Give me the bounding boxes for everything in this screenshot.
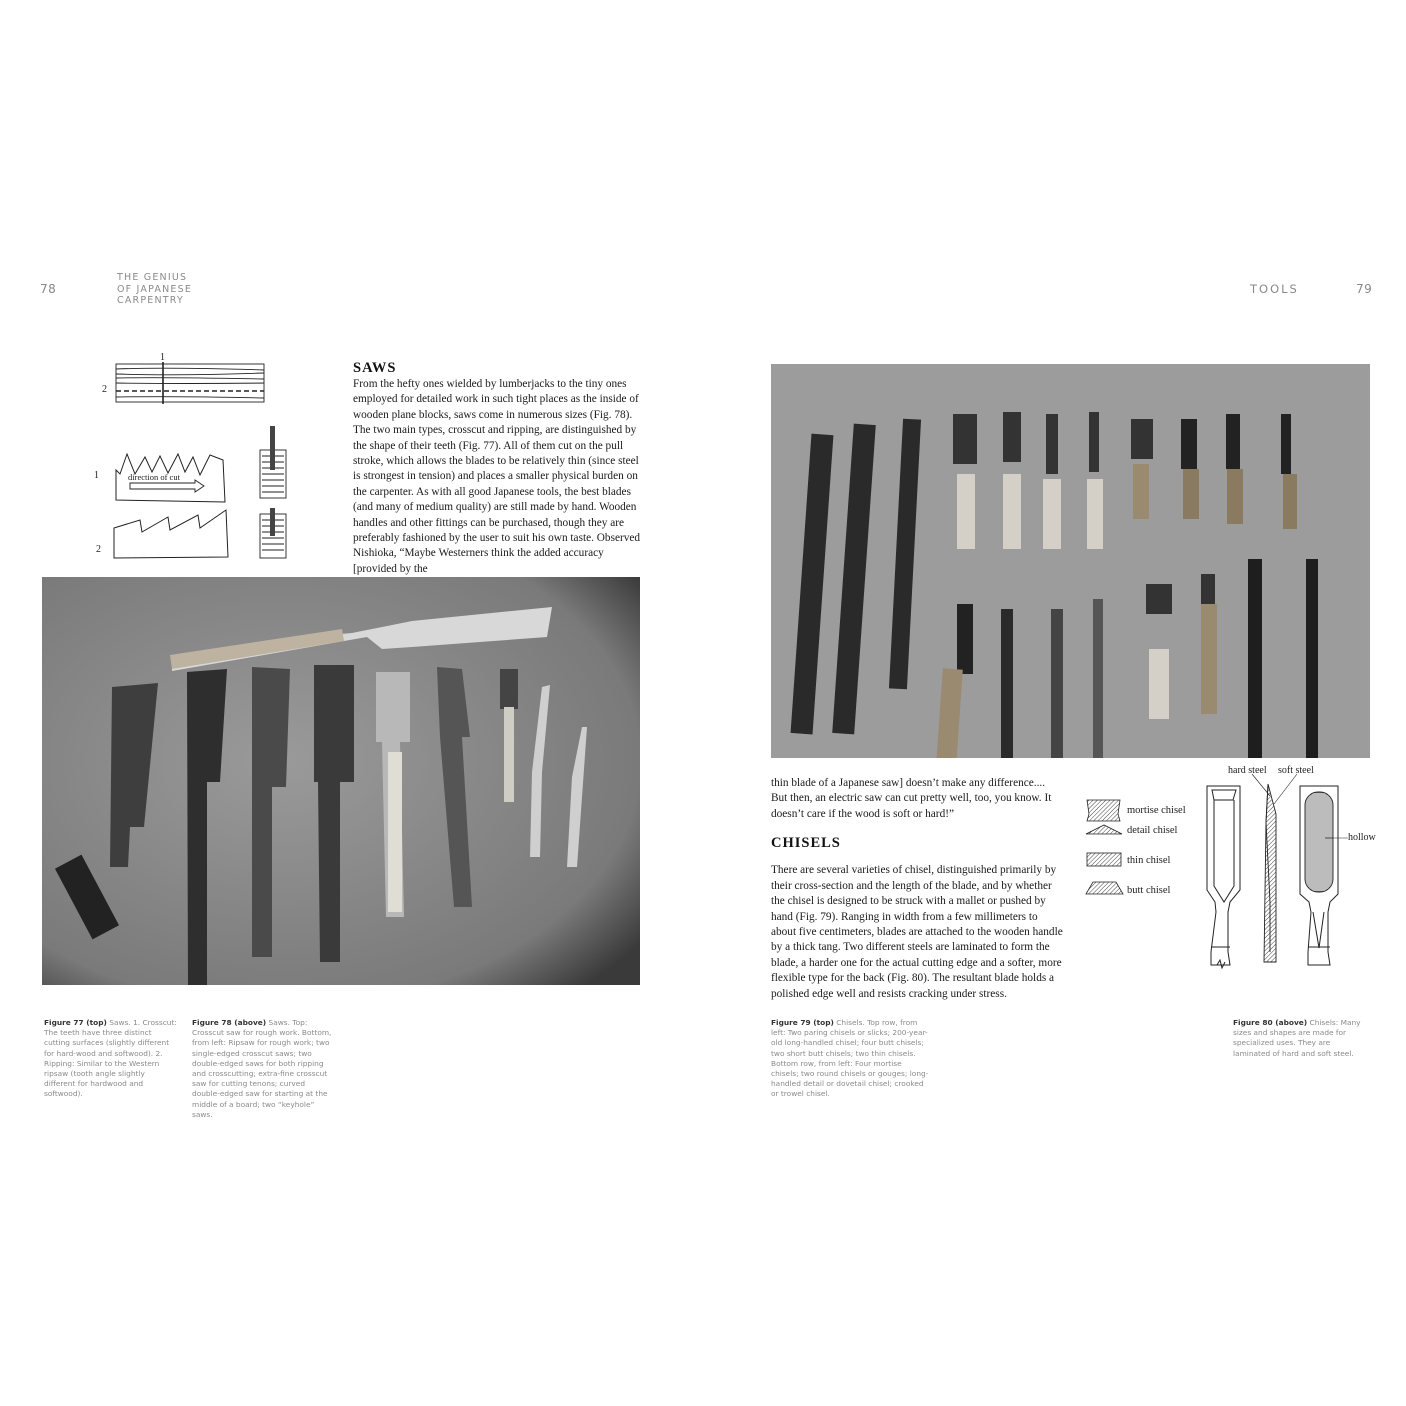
cross-section-label: butt chisel — [1127, 885, 1171, 896]
figure-80-caption — [1233, 1018, 1361, 1059]
cross-section-label: thin chisel — [1127, 855, 1171, 866]
caption-title: Figure 78 (above) — [192, 1018, 267, 1027]
saw-teeth-diagram-icon — [90, 350, 320, 565]
running-head-line: OF JAPANESE — [117, 283, 193, 295]
chisels-section — [771, 835, 1063, 1013]
chisels-photo-image — [771, 364, 1370, 758]
caption-text: Saws. 1. Crosscut: The teeth have three distinct cutting surfaces (slightly different for hard-wood and softwood). 2. Ripping: Similar to the Western ripsaw (tooth angle slightly different for hardwood and softwood). — [44, 1018, 177, 1099]
figure-80-diagram — [1080, 762, 1385, 977]
right-page-number: 79 — [1356, 282, 1373, 296]
caption-title: Figure 77 (top) — [44, 1018, 107, 1027]
saws-body-text: From the hefty ones wielded by lumberjacks to the tiny ones employed for detailed work in such tight places as the inside of wooden plane blocks, saws come in numerous sizes (Fig. 78). The two main types, crosscut and ripping, are distinguished by the shape of their teeth (Fig. 77). All of them cut on the pull stroke, which allows the blades to be relatively thin (since steel is strongest in tension) and places a smaller physical burden on the carpenter. As with all good Japanese tools, the best blades (and many of medium quality) are still made by hand. Wooden handles and other fittings can be purchased, though they are preferably fashioned by the user to suit his own taste. Observed Nishioka, “Maybe Westerners think the added accuracy [provided by the — [353, 378, 641, 575]
direction-of-cut-label: direction of cut — [128, 472, 180, 482]
running-head-line: CARPENTRY — [117, 295, 184, 306]
soft-steel-label: soft steel — [1278, 765, 1314, 776]
hard-steel-label: hard steel — [1228, 765, 1267, 776]
diagram-label: 1 — [94, 470, 99, 481]
figure-78-caption — [192, 1018, 334, 1120]
diagram-label: 1 — [160, 352, 165, 363]
caption-text: Saws. Top: Crosscut saw for rough work. Bottom, from left: Ripsaw for rough work; two single-edged crosscut saws; two double-edged saws for both ripping and crosscutting; extra-fine crosscut saw for cutting tenons; curved double-edged saw for starting at the middle of a board; two “keyhole” saws. — [192, 1018, 332, 1119]
continued-saws-text: thin blade of a Japanese saw] doesn’t make any difference.... But then, an electric saw can cut pretty well, too, you know. It doesn’t care if the wood is soft or hard!” — [771, 777, 1052, 820]
figure-77-caption — [44, 1018, 178, 1100]
left-page-number: 78 — [40, 282, 57, 296]
hollow-label: hollow — [1348, 832, 1376, 843]
figure-79-caption — [771, 1018, 931, 1100]
caption-text: Chisels: Many sizes and shapes are made for specialized uses. They are laminated of hard and soft steel. — [1233, 1018, 1361, 1058]
diagram-label: 2 — [96, 544, 101, 555]
chisels-body-text: There are several varieties of chisel, distinguished primarily by their cross-section and the length of the blade, and by whether the chisel is designed to be struck with a mallet or pushed by hand (Fig. 79). Ranging in width from a few millimeters to about five centimeters, blades are attached to the wooden handle by a thick tang. Two different steels are laminated to form the blade, a harder one for the actual cutting edge and a softer, more flexible type for the back (Fig. 80). The resultant blade holds a polished edge well and resists cracking under stress. — [771, 864, 1063, 1000]
saws-photo-image — [42, 577, 640, 985]
figure-78-photo — [42, 577, 640, 985]
diagram-label: 2 — [102, 384, 107, 395]
caption-text: Chisels. Top row, from left: Two paring chisels or slicks; 200-year-old long-handled chisel; four butt chisels; two short butt chisels; two thin chisels. Bottom row, from left: Four mortise chisels; two round chisels or gouges; long-handled detail or dovetail chisel; crooked or trowel chisel. — [771, 1018, 929, 1099]
caption-title: Figure 79 (top) — [771, 1018, 834, 1027]
running-head-line: THE GENIUS — [117, 272, 188, 283]
section-heading-chisels: CHISELS — [771, 835, 841, 851]
right-running-head: TOOLS — [1250, 282, 1299, 296]
saws-section — [353, 360, 643, 577]
caption-title: Figure 80 (above) — [1233, 1018, 1308, 1027]
figure-77-diagram — [90, 350, 320, 565]
cross-section-label: detail chisel — [1127, 825, 1178, 836]
cross-section-label: mortise chisel — [1127, 805, 1186, 816]
section-heading-saws: SAWS — [353, 360, 397, 376]
figure-79-photo — [771, 364, 1370, 758]
chisel-cross-section-diagram-icon — [1080, 762, 1385, 977]
left-running-head — [117, 272, 192, 307]
